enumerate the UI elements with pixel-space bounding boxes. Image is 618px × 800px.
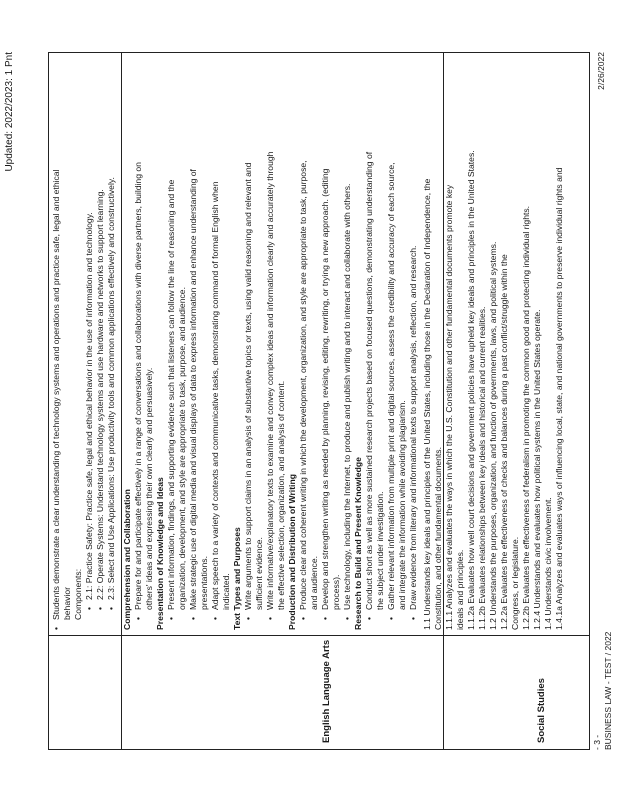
social-line: Congress, or legislature. xyxy=(510,536,520,630)
social-line: ideals and principles. xyxy=(455,549,465,630)
ela-line: the subject under investigation. xyxy=(375,491,385,610)
ela-line: indicated. xyxy=(221,573,231,610)
ela-heading: Text Types and Purposes xyxy=(232,527,242,630)
standards-table xyxy=(48,52,590,750)
social-line: 1.1.1 Analyzes and evaluates the ways in which the U.S. Constitution and other fundamental documents promote key xyxy=(444,184,454,630)
social-line: 1.2.2a Evaluates the effectiveness of checks and balances during a past conflict/struggle within the xyxy=(499,254,509,630)
updated-stamp: Updated: 2022/2023: 1 Pnt xyxy=(4,52,15,172)
social-line: 1.2.2b Evaluates the effectiveness of federalism in promoting the common good and protecting individual rights. xyxy=(521,205,531,630)
footer-left xyxy=(592,632,614,750)
social-line: Constitution, and other fundamental documents. xyxy=(433,447,443,630)
ela-line: • Write informative/explanatory texts to examine and convey complex ideas and information clearly and accurately through xyxy=(265,57,276,630)
ela-line: sufficient evidence. xyxy=(254,537,264,610)
ela-line: • Prepare for and participate effectively in a range of conversations and collaborations with diverse partners, building on xyxy=(133,57,144,630)
ela-line: • Draw evidence from literary and informational texts to support analysis, reflection, and research. xyxy=(408,57,419,630)
subject-social-studies: Social Studies xyxy=(536,678,547,743)
ela-line: • Produce clear and coherent writing in which the development, organization, and style are appropriate to task, purpose, xyxy=(298,57,309,630)
ela-line: presentations. xyxy=(199,556,209,610)
tech-line: • 2.2: Operate Systems: Understand technology systems and use hardware and networks to support learning. xyxy=(95,57,106,630)
footer-date: 2/26/2022 xyxy=(596,52,606,90)
ela-line: • Make strategic use of digital media and visual displays of data to express information and enhance understanding of xyxy=(188,57,199,630)
ela-heading: Presentation of Knowledge and Ideas xyxy=(155,477,165,630)
ela-line: others' ideas and expressing their own clearly and persuasively. xyxy=(144,367,154,610)
tech-line: • 2.1: Practice Safety: Practice safe, legal and ethical behavior in the use of information and technology. xyxy=(84,57,95,630)
tech-line: • 2.3: Select and Use Applications: Use productivity tools and common applications effectively and constructively. xyxy=(106,57,117,630)
ela-line: process). xyxy=(331,574,341,610)
standards-content xyxy=(51,57,565,630)
ela-line: • Use technology, including the Internet, to produce and publish writing and to interact and collaborate with others. xyxy=(342,57,353,630)
ela-heading: Research to Build and Present Knowledge xyxy=(353,457,363,630)
ela-line: • Develop and strengthen writing as needed by planning, revising, editing, rewriting, or trying a new approach. (editing xyxy=(320,57,331,630)
ela-line: • Conduct short as well as more sustained research projects based on focused questions, demonstrating understanding of xyxy=(364,57,375,630)
tech-line: Components: xyxy=(73,568,83,620)
social-line: 1.1 Understands key ideals and principles of the United States, including those in the Declaration of Independence, the xyxy=(422,178,432,630)
social-line: 1.2.4 Understands and evaluates how political systems in the United States operate. xyxy=(532,309,542,630)
ela-heading: Production and Distribution of Writing xyxy=(287,474,297,630)
social-line: 1.1.2a Evaluates how well court decisions and government policies have upheld key ideals and principles in the United States. xyxy=(466,150,476,630)
ela-line: and integrate the information while avoiding plagiarism. xyxy=(397,400,407,610)
ela-line: • Gather relevant information from multiple print and digital sources, assess the credibility and accuracy of each source, xyxy=(386,57,397,630)
ela-line: • Adapt speech to a variety of contexts and communicative tasks, demonstrating command of formal English when xyxy=(210,57,221,630)
ela-line: organization, development, and style are appropriate to task, purpose, and audience. xyxy=(177,287,187,610)
subject-ela: English Language Arts xyxy=(321,639,332,743)
page-number: - 3 - xyxy=(592,734,602,750)
tech-line: behavior xyxy=(62,587,72,620)
social-line: 1.4 Understands civic involvement. xyxy=(543,497,553,630)
social-line: 1.4.1a Analyzes and evaluates ways of influencing local, state, and national governments to preserve individual rights and xyxy=(554,167,564,630)
course-name: BUSINESS LAW - TEST / 2022 xyxy=(603,631,613,750)
ela-line: • Write arguments to support claims in an analysis of substantive topics or texts, using valid reasoning and relevant and xyxy=(243,57,254,630)
ela-line: the effective selection, organization, and analysis of content. xyxy=(276,380,286,610)
ela-heading: Comprehension and Collaboration xyxy=(122,489,132,630)
social-line: 1.2 Understands the purposes, organization, and function of governments, laws, and political systems. xyxy=(488,241,498,630)
social-line: 1.1.2b Evaluates relationships between key ideals and historical and current realities. xyxy=(477,306,487,630)
subject-column xyxy=(49,635,589,749)
tech-line: • Students demonstrate a clear understanding of technology systems and operations and practice safe, legal and ethical xyxy=(51,57,62,630)
ela-line: and audience. xyxy=(309,556,319,610)
ela-line: • Present information, findings, and supporting evidence such that listeners can follow the line of reasoning and the xyxy=(166,57,177,630)
